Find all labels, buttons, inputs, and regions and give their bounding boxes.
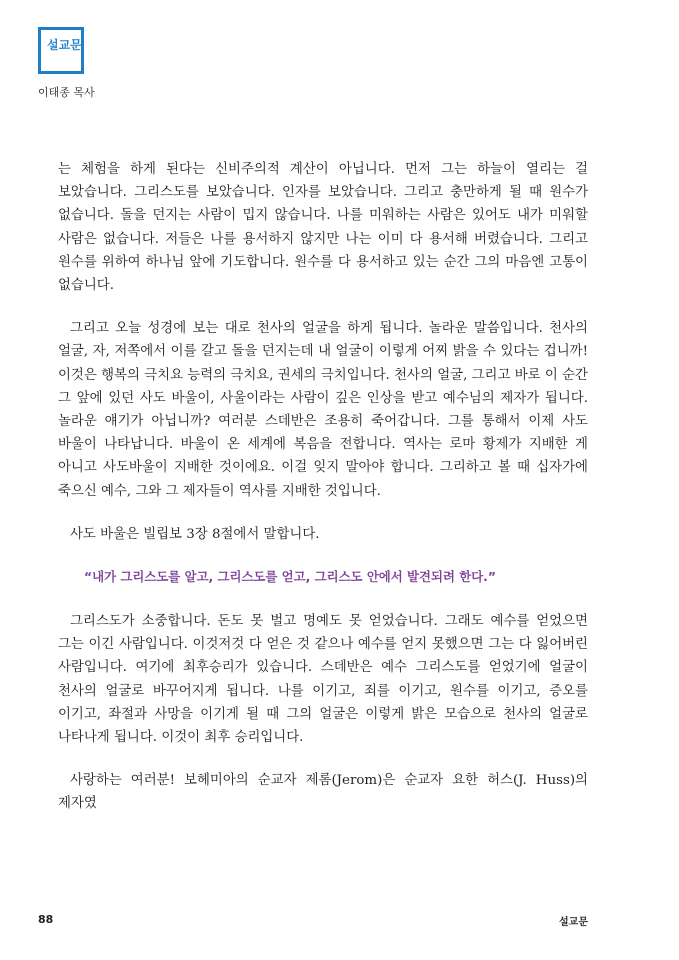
paragraph-2: 그리고 오늘 성경에 보는 대로 천사의 얼굴을 하게 됩니다. 놀라운 말씀입니다. 천사의 얼굴, 자, 저쪽에서 이를 갈고 돌을 던지는데 내 얼굴이 이렇게 어찌 밝을 수 있다는 겁니까! 이것은 행복의 극치요 능력의 극치요, 권세의 극치입니다. 천사의 얼굴, 그리고 바로 이 순간 그 앞에 있던 사도 바울이, 사울이라는 사람이 깊은 인상을 받고 예수님의 제자가 됩니다. 놀라운 얘기가 아닙니까? 여러분 스데반은 조용히 죽어갑니다. 그를 통해서 이제 사도 바울이 나타납니다. 바울이 온 세계에 복음을 전합니다. 역사는 로마 황제가 지배한 게 아니고 사도바울이 지배한 것이에요. 이걸 잊지 말아야 합니다. 그리하고 볼 때 십자가에 죽으신 예수, 그와 그 제자들이 역사를 지배한 것입니다. xyxy=(58,321,588,499)
section-label-box xyxy=(38,27,84,74)
footer-section-label: 설교문 xyxy=(559,917,588,928)
article-body xyxy=(58,158,588,836)
scripture-quote: “내가 그리스도를 알고, 그리스도를 얻고, 그리스도 안에서 발견되려 한다.” xyxy=(84,569,497,585)
section-label: 설교문 xyxy=(47,38,82,52)
paragraph-4: 그리스도가 소중합니다. 돈도 못 벌고 명예도 못 얻었습니다. 그래도 예수를 얻었으면 그는 이긴 사람입니다. 이것저것 다 얻은 것 같으나 예수를 얻지 못했으면 그는 다 잃어버린 사람입니다. 여기에 최후승리가 있습니다. 스데반은 예수 그리스도를 얻었기에 얼굴이 천사의 얼굴로 바꾸어지게 됩니다. 나를 이기고, 죄를 이기고, 원수를 이기고, 증오를 이기고, 좌절과 사망을 이기게 될 때 그의 얼굴은 이렇게 밝은 모습으로 천사의 얼굴로 나타나게 됩니다. 이것이 최후 승리입니다. xyxy=(58,614,588,746)
author-name: 이태종 목사 xyxy=(38,86,95,99)
paragraph-1: 는 체험을 하게 된다는 신비주의적 계산이 아닙니다. 먼저 그는 하늘이 열리는 걸 보았습니다. 그리스도를 보았습니다. 인자를 보았습니다. 그리고 충만하게 될 때 원수가 없습니다. 돌을 던지는 사람이 밉지 않습니다. 나를 미워하는 사람은 있어도 내가 미워할 사람은 없습니다. 저들은 나를 용서하지 않지만 나는 이미 다 용서해 버렸습니다. 그리고 원수를 위하여 하나님 앞에 기도합니다. 원수를 다 용서하고 있는 순간 그의 마음엔 고통이 없습니다. xyxy=(58,162,588,294)
paragraph-5: 사랑하는 여러분! 보헤미아의 순교자 제롬(Jerom)은 순교자 요한 허스(J. Huss)의 제자였 xyxy=(58,773,588,812)
paragraph-3: 사도 바울은 빌립보 3장 8절에서 말합니다. xyxy=(70,526,320,542)
page-number: 88 xyxy=(38,913,54,926)
